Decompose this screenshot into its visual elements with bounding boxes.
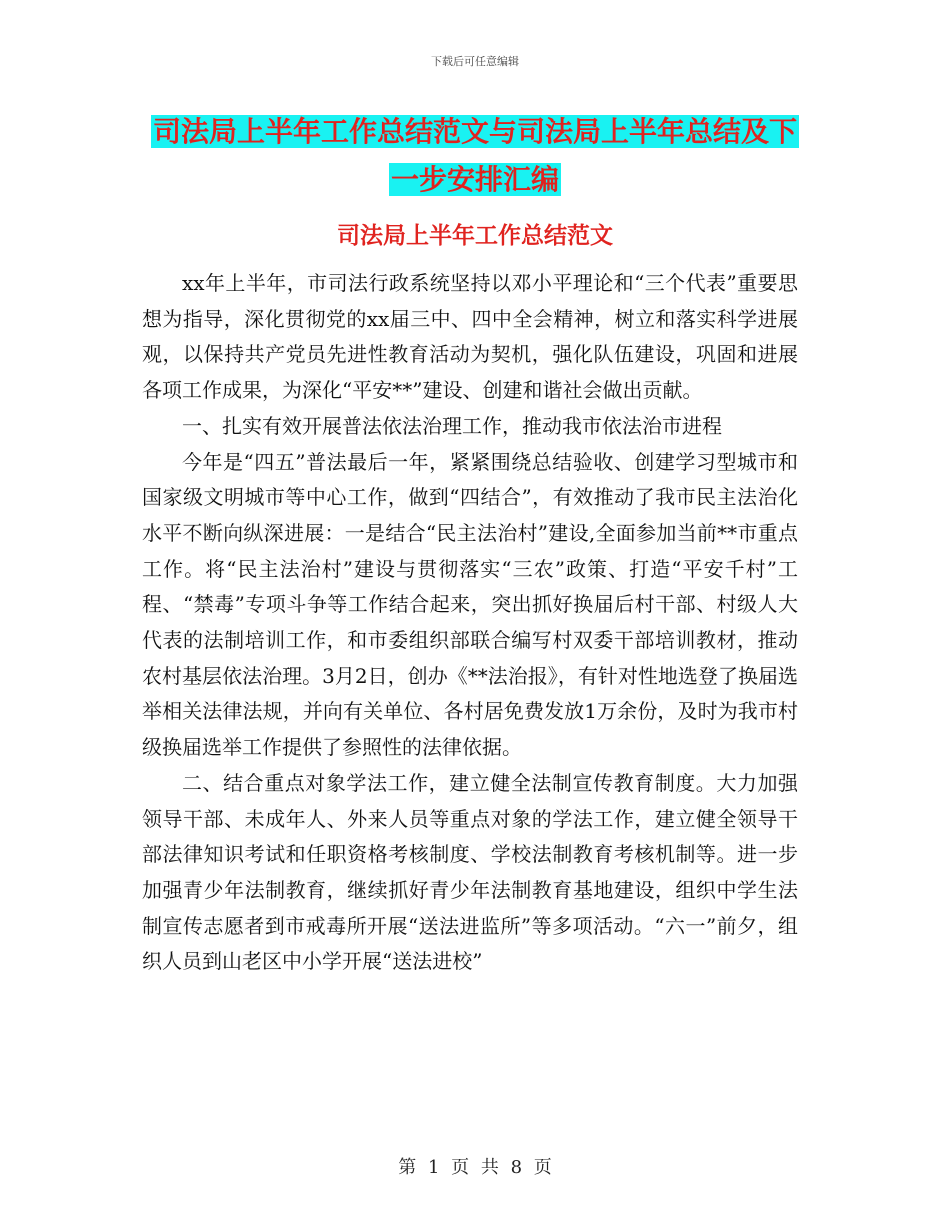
header-note: 下载后可任意编辑 (431, 55, 519, 68)
document-title-line-2: 一步安排汇编 (390, 163, 559, 196)
paragraph-section-1: 今年是“四五”普法最后一年，紧紧围绕总结验收、创建学习型城市和国家级文明城市等中心工作，做到“四结合”，有效推动了我市民主法治化水平不断向纵深进展：一是结合“民主法治村”建设,全面参加当前**市重点工作。将“民主法治村”建设与贯彻落实“三农”政策、打造“平安千村”工程、“禁毒”专项斗争等工作结合起来，突出抓好换届后村干部、村级人大代表的法制培训工作，和市委组织部联合编写村双委干部培训教材，推动农村基层依法治理。3月2日，创办《**法治报》，有针对性地选登了换届选举相关法律法规，并向有关单位、各村居免费发放1万余份，及时为我市村级换届选举工作提供了参照性的法律依据。 (142, 449, 798, 760)
section-title: 司法局上半年工作总结范文 (337, 223, 613, 249)
document-title-line-1: 司法局上半年工作总结范文与司法局上半年总结及下 (152, 115, 797, 148)
paragraph-heading-1: 一、扎实有效开展普法依法治理工作，推动我市依法治市进程 (182, 413, 722, 438)
document-body (142, 266, 798, 980)
document-title (0, 108, 950, 204)
paragraph-intro: xx年上半年，市司法行政系统坚持以邓小平理论和“三个代表”重要思想为指导，深化贯彻党的xx届三中、四中全会精神，树立和落实科学进展观，以保持共产党员先进性教育活动为契机，强化队伍建设，巩固和进展各项工作成果，为深化“平安**”建设、创建和谐社会做出贡献。 (142, 271, 798, 403)
paragraph-section-2: 二、结合重点对象学法工作，建立健全法制宣传教育制度。大力加强领导干部、未成年人、外来人员等重点对象的学法工作，建立健全领导干部法律知识考试和任职资格考核制度、学校法制教育考核机制等。进一步加强青少年法制教育，继续抓好青少年法制教育基地建设，组织中学生法制宣传志愿者到市戒毒所开展“送法进监所”等多项活动。“六一”前夕，组织人员到山老区中小学开展“送法进校” (142, 770, 798, 974)
page-number: 第 1 页 共 8 页 (398, 1157, 552, 1178)
